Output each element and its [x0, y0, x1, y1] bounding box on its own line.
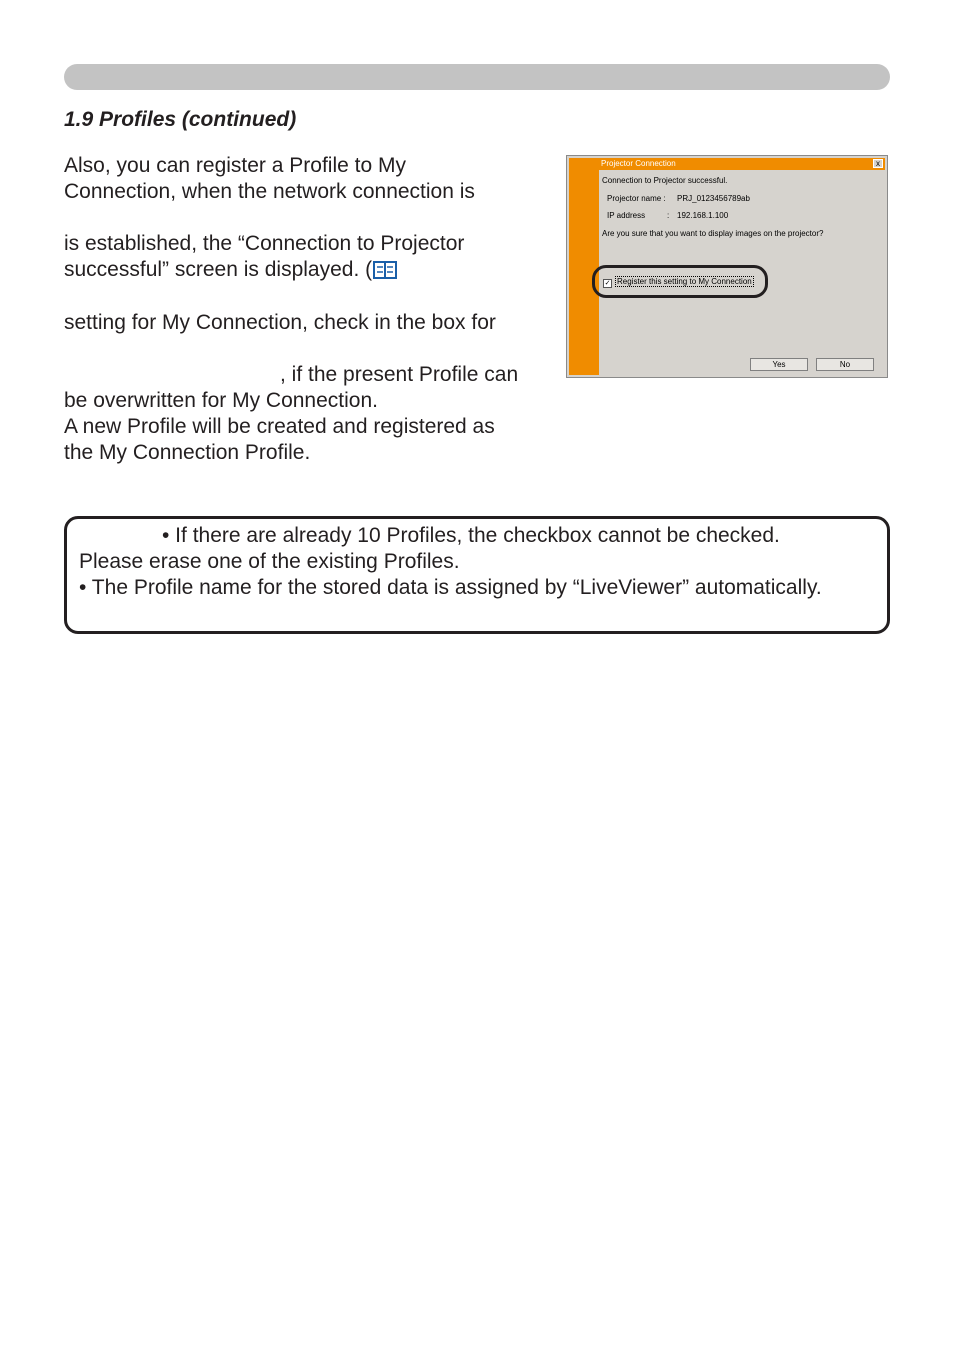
section-heading: 1.9 Profiles (continued) — [64, 108, 297, 131]
body-line: A new Profile will be created and registered as — [64, 415, 495, 438]
success-message: Connection to Projector successful. — [602, 176, 728, 185]
note-box — [64, 516, 890, 634]
highlight-oval — [592, 265, 768, 298]
body-line: Also, you can register a Profile to My — [64, 154, 406, 177]
ip-address-separator: : — [667, 211, 670, 220]
body-line: is established, the “Connection to Projector — [64, 232, 465, 255]
body-line-text: successful” screen is displayed. ( — [64, 258, 373, 281]
confirm-question: Are you sure that you want to display images on the projector? — [602, 229, 824, 238]
projector-connection-dialog — [566, 155, 888, 378]
no-button[interactable]: No — [816, 358, 874, 371]
yes-button[interactable]: Yes — [750, 358, 808, 371]
ip-address-label: IP address — [607, 211, 646, 220]
header-bar — [64, 64, 890, 90]
note-line: Please erase one of the existing Profiles. — [79, 550, 460, 573]
close-icon[interactable]: x — [873, 159, 883, 168]
dialog-titlebar — [569, 158, 885, 170]
dialog-title: Projector Connection — [601, 159, 676, 168]
note-line: • If there are already 10 Profiles, the checkbox cannot be checked. — [162, 524, 780, 547]
body-line: , if the present Profile can — [280, 363, 519, 386]
note-line: • The Profile name for the stored data is assigned by “LiveViewer” automatically. — [79, 576, 822, 599]
body-line-with-reference — [64, 257, 397, 286]
body-line: be overwritten for My Connection. — [64, 389, 378, 412]
body-line: setting for My Connection, check in the box for — [64, 311, 496, 334]
body-line: Connection, when the network connection is — [64, 180, 475, 203]
ip-address-value: 192.168.1.100 — [677, 211, 729, 220]
register-checkbox[interactable]: ✓ — [604, 280, 611, 287]
book-reference-icon — [373, 260, 397, 286]
dialog-side-panel — [569, 158, 599, 375]
body-line: the My Connection Profile. — [64, 441, 311, 464]
projector-name-value: PRJ_0123456789ab — [677, 194, 750, 203]
projector-name-label: Projector name : — [607, 194, 666, 203]
register-label: Register this setting to My Connection — [617, 277, 752, 286]
